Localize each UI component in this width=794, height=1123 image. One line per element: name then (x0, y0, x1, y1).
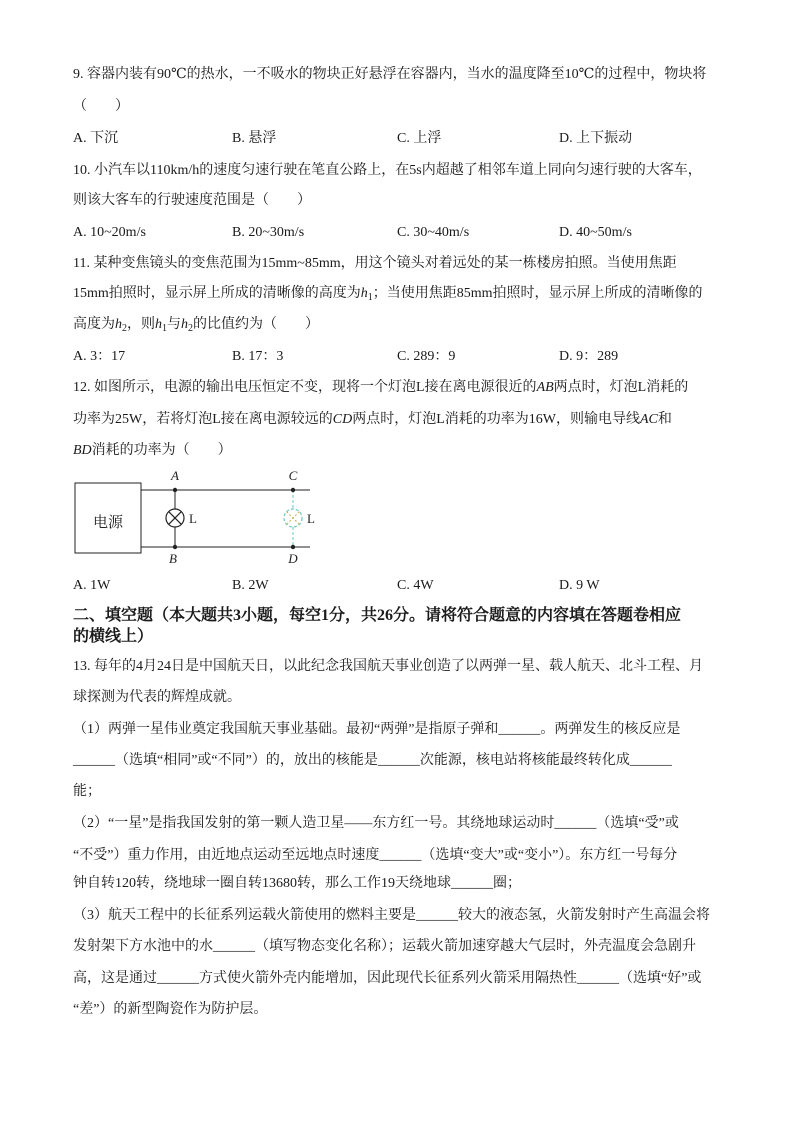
q10-stem-line-2: 则该大客车的行驶速度范围是（ ） (73, 193, 311, 208)
q11-text: 高度为 (73, 317, 115, 332)
q13-part3-line-1: （3）航天工程中的长征系列运载火箭使用的燃料主要是______较大的液态氢，火箭发射时产生高温会将 (73, 908, 710, 923)
q13-part3-line-2: 发射架下方水池中的水______（填写物态变化名称）；运载火箭加速穿越大气层时，外壳温度会急剧升 (73, 939, 696, 954)
lamp-icon (166, 509, 184, 527)
q13-part2-line-1: （2）“一星”是指我国发射的第一颗人造卫星——东方红一号。其绕地球运动时______（选填“受”或 (73, 816, 679, 831)
q13-part1-line-3: 能； (73, 784, 101, 799)
q11-subscript: 2 (188, 323, 193, 334)
junction-dot-c (291, 488, 295, 492)
q10-option-d: D. 40~50m/s (559, 225, 632, 240)
q11-text: ，则 (127, 317, 155, 332)
far-lamp-label: L (307, 511, 315, 526)
q12-stem-line-1 (73, 379, 688, 397)
point-c-label: C (288, 468, 298, 483)
q11-subscript: 2 (122, 323, 127, 334)
q12-stem-line-3 (73, 442, 232, 460)
q12-stem-line-2 (73, 411, 672, 429)
q12-point-label: AB (536, 380, 554, 395)
q13-intro-line-1: 13. 每年的4月24日是中国航天日，以此纪念我国航天事业创造了以两弹一星、载人航天、北斗工程、月 (73, 659, 703, 674)
q10-option-a: A. 10~20m/s (73, 225, 146, 240)
q11-option-a: A. 3：17 (73, 349, 126, 364)
point-b-label: B (169, 551, 177, 566)
junction-dot-a (173, 488, 177, 492)
q10-stem-line-1: 10. 小汽车以110km/h的速度匀速行驶在笔直公路上，在5s内超越了相邻车道上同向匀速行驶的大客车， (73, 163, 702, 178)
q11-text: 与 (167, 317, 181, 332)
q13-part1-line-2: ______（选填“相同”或“不同”）的，放出的核能是______次能源，核电站将核能最终转化成______ (73, 753, 672, 768)
q9-option-c: C. 上浮 (397, 131, 442, 146)
q11-text: 15mm拍照时，显示屏上所成的清晰像的高度为 (73, 286, 361, 301)
q13-part1-line-1: （1）两弹一星伟业奠定我国航天事业基础。最初“两弹”是指原子弹和______。两弹发生的核反应是 (73, 722, 681, 737)
q11-var-h: h (115, 317, 122, 332)
q11-var-h: h (155, 317, 162, 332)
q11-stem-line-3 (73, 316, 319, 335)
junction-dot-d (291, 545, 295, 549)
junction-dot-b (173, 545, 177, 549)
q10-option-c: C. 30~40m/s (397, 225, 470, 240)
q11-text: 的比值约为（ ） (193, 317, 319, 332)
q11-subscript: 1 (162, 323, 167, 334)
q11-var-h: h (360, 286, 368, 301)
q12-circuit-diagram (70, 465, 330, 570)
q12-text: 两点时，灯泡L消耗的功率为16W，则输电导线 (352, 412, 640, 427)
dashed-lamp-icon (284, 509, 302, 527)
q11-stem-line-1: 11. 某种变焦镜头的变焦范围为15mm~85mm，用这个镜头对着远处的某一栋楼房拍照。当使用焦距 (73, 256, 677, 271)
q12-text: 功率为25W，若将灯泡L接在离电源较远的 (73, 412, 333, 427)
q9-option-b: B. 悬浮 (232, 131, 277, 146)
q11-var-h: h (181, 317, 188, 332)
q12-text: 和 (657, 412, 672, 427)
q12-text: 消耗的功率为（ ） (91, 443, 232, 458)
q12-point-label: CD (332, 412, 353, 427)
point-a-label: A (171, 468, 179, 483)
q12-option-d: D. 9 W (559, 578, 600, 593)
q12-point-label: BD (73, 443, 92, 458)
near-lamp-label: L (189, 511, 197, 526)
q13-part2-line-2: “不受”）重力作用，由近地点运动至远地点时速度______（选填“变大”或“变小”）。东方红一号每分 (73, 848, 678, 863)
q11-stem-line-2 (73, 285, 703, 304)
q10-option-b: B. 20~30m/s (232, 225, 305, 240)
q11-subscript: 1 (367, 292, 373, 303)
q12-option-c: C. 4W (397, 578, 434, 593)
point-d-label: D (288, 551, 298, 566)
q13-part3-line-4: “差”）的新型陶瓷作为防护层。 (73, 1002, 268, 1017)
q11-option-c: C. 289：9 (397, 349, 456, 364)
q13-part3-line-3: 高，这是通过______方式使火箭外壳内能增加，因此现代长征系列火箭采用隔热性______（选填“好”或 (73, 971, 702, 986)
q12-text: 12. 如图所示，电源的输出电压恒定不变，现将一个灯泡L接在离电源很近的 (73, 380, 537, 395)
q9-stem-line-1: 9. 容器内装有90℃的热水，一不吸水的物块正好悬浮在容器内，当水的温度降至10℃的过程中，物块将 (73, 67, 707, 82)
q12-point-label: AC (639, 412, 658, 427)
q13-part2-line-3: 钟自转120转，绕地球一圈自转13680转，那么工作19天绕地球______圈； (73, 876, 521, 891)
q11-text: ；当使用焦距85mm拍照时，显示屏上所成的清晰像的 (372, 286, 703, 301)
q12-option-b: B. 2W (232, 578, 269, 593)
q12-text: 两点时，灯泡L消耗的 (553, 380, 689, 395)
q9-stem-line-2: （ ） (73, 99, 129, 114)
section-heading-line-1: 二、填空题（本大题共3小题，每空1分，共26分。请将符合题意的内容填在答题卷相应 (73, 607, 682, 624)
q9-option-d: D. 上下振动 (559, 131, 633, 146)
q11-option-b: B. 17：3 (232, 349, 284, 364)
section-heading-line-2: 的横线上） (73, 628, 154, 645)
q13-intro-line-2: 球探测为代表的辉煌成就。 (73, 690, 241, 705)
q9-option-a: A. 下沉 (73, 131, 119, 146)
power-source-label: 电源 (92, 515, 124, 531)
q12-option-a: A. 1W (73, 578, 111, 593)
q11-option-d: D. 9：289 (559, 349, 619, 364)
